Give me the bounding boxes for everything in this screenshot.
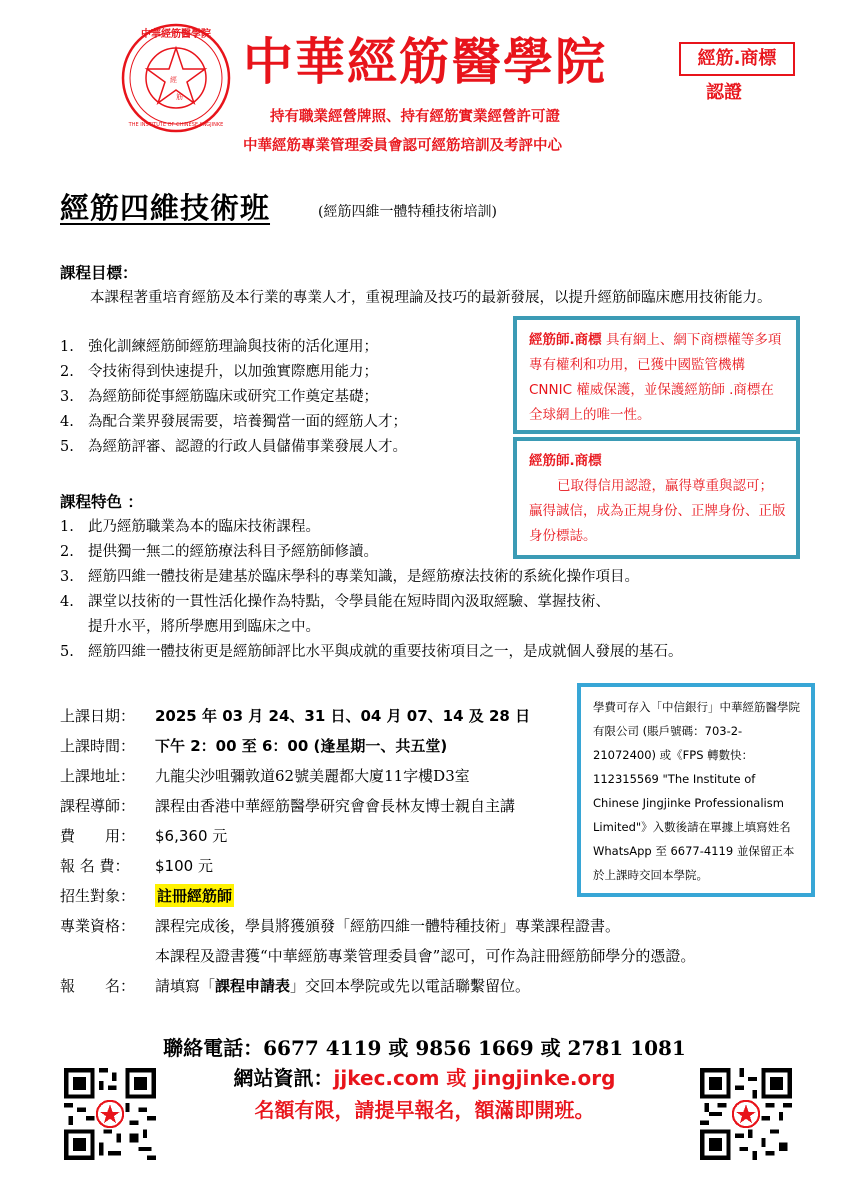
svg-text:中華經筋醫學院: 中華經筋醫學院 — [141, 29, 211, 40]
apply-row: 報 名： 請填寫「課程申請表」交回本學院或先以電話聯繫留位。 — [60, 976, 531, 995]
notice-lead: 經筋師.商標 — [529, 453, 602, 469]
license-line-1: 持有職業經營牌照、持有經筋實業經營許可證 — [270, 109, 560, 125]
list-item: 2. 提供獨一無二的經筋療法科目予經筋師修讀。 — [60, 544, 378, 560]
tutor-value: 課程由香港中華經筋醫學研究會會長林友博士親自主講 — [155, 796, 516, 815]
trademark-rights-notice — [513, 316, 800, 434]
fee-value: $6,360 元 — [155, 826, 228, 845]
objectives-heading: 課程目標： — [60, 263, 138, 282]
institute-seal-logo — [120, 22, 232, 134]
venue-row: 上課地址： 九龍尖沙咀彌敦道62號美麗都大廈11字樓D3室 — [60, 766, 470, 785]
reg-fee-row: 報 名 費： $100 元 — [60, 856, 213, 875]
list-item: 3. 為經筋師從事經筋臨床或研究工作奠定基礎； — [60, 389, 378, 405]
enrollment-notice: 名額有限，請提早報名，額滿即開班。 — [254, 1098, 595, 1122]
target-value: 註冊經筋師 — [155, 884, 234, 907]
list-item: 4. 為配合業界發展需要，培養獨當一面的經筋人才； — [60, 414, 407, 430]
list-item: 1. 此乃經筋職業為本的臨床技術課程。 — [60, 519, 320, 535]
list-item: 5. 為經筋評審、認證的行政人員儲備事業發展人才。 — [60, 439, 407, 455]
time-row: 上課時間： 下午 2：00 至 6：00 (逢星期一、共五堂) — [60, 736, 448, 755]
date-value: 2025 年 03 月 24、31 日、04 月 07、14 及 28 日 — [155, 706, 531, 725]
website-urls[interactable]: jjkec.com 或 jingjinke.org — [333, 1066, 616, 1090]
trademark-badge: 經筋.商標 — [679, 42, 795, 76]
qr-code-icon — [64, 1068, 156, 1160]
trademark-credit-notice — [513, 437, 800, 559]
svg-text:經: 經 — [170, 76, 177, 84]
venue-value: 九龍尖沙咀彌敦道62號美麗都大廈11字樓D3室 — [155, 766, 470, 785]
license-line-2: 中華經筋專業管理委員會認可經筋培訓及考評中心 — [243, 138, 562, 154]
objectives-intro — [60, 286, 800, 311]
contact-phone: 聯絡電話：6677 4119 或 9856 1669 或 2781 1081 — [163, 1036, 686, 1060]
notice-body: 已取得信用認證，贏得尊重與認可；贏得誠信，成為正規身份、正牌身份、正版身份標誌。 — [529, 478, 786, 544]
list-item: 2. 令技術得到快速提升，以加強實際應用能力； — [60, 364, 378, 380]
list-item: 1. 強化訓練經筋師經筋理論與技術的活化運用； — [60, 339, 378, 355]
application-form-link: 課程申請表 — [215, 976, 291, 995]
list-item: 5. 經筋四維一體技術更是經筋師評比水平與成就的重要技術項目之一，是成就個人發展的基石。 — [60, 644, 683, 660]
notice-lead: 經筋師.商標 — [529, 332, 602, 348]
course-subtitle: (經筋四維一體特種技術培訓) — [318, 204, 497, 220]
objectives-intro-text: 本課程著重培育經筋及本行業的專業人才，重視理論及技巧的最新發展，以提升經筋師臨床應用技術能力。 — [90, 290, 772, 306]
svg-text:THE INSTITUTE OF CHINESE JINGJ: THE INSTITUTE OF CHINESE JINGJINKE — [128, 122, 224, 128]
school-name: 中華經筋醫學院 — [243, 33, 607, 91]
qualification-value-2: 本課程及證書獲“中華經筋專業管理委員會”認可，可作為註冊經筋師學分的憑證。 — [155, 946, 696, 965]
website-info: 網站資訊：jjkec.com 或 jingjinke.org — [233, 1066, 616, 1090]
target-row: 招生對象： 註冊經筋師 — [60, 880, 695, 910]
time-value: 下午 2：00 至 6：00 (逢星期一、共五堂) — [155, 736, 448, 755]
svg-text:筋: 筋 — [176, 93, 183, 101]
list-item: 4. 課堂以技術的一貫性活化操作為特點，令學員能在短時間內汲取經驗、掌握技術、 — [60, 594, 610, 610]
qualification-value: 課程完成後，學員將獲頒發「經筋四維一體特種技術」專業課程證書。 — [155, 916, 621, 935]
list-item: 提升水平，將所學應用到臨床之中。 — [88, 619, 320, 635]
tutor-row: 課程導師： 課程由香港中華經筋醫學研究會會長林友博士親自主講 — [60, 796, 516, 815]
objectives-list — [60, 335, 407, 460]
payment-info-box: 學費可存入「中信銀行」中華經筋醫學院有限公司 (賬戶號碼：703-2-21072400) 或《FPS 轉數快：112315569 "The Institute of Chinese Jingjinke Professionalism Limited"》入數後請在單據上填寫姓名 WhatsApp 至 6677-4119 並保留正本於上課時交回本學院。 — [577, 683, 815, 897]
notice-body: 具有網上、網下商標權等多項專有權利和功用，已獲中國監管機構 CNNIC 權威保護，並保護經筋師 .商標在全球網上的唯一性。 — [529, 332, 782, 423]
qr-code-icon — [700, 1068, 792, 1160]
list-item: 3. 經筋四維一體技術是建基於臨床學科的專業知識，是經筋療法技術的系統化操作項目。 — [60, 569, 639, 585]
course-title: 經筋四維技術班 — [60, 191, 271, 225]
qualification-row-2 — [60, 940, 695, 970]
features-heading: 課程特色 ： — [60, 492, 143, 511]
trademark-cert-label: 認證 — [706, 82, 742, 103]
reg-fee-value: $100 元 — [155, 856, 213, 875]
date-row: 上課日期： 2025 年 03 月 24、31 日、04 月 07、14 及 28 日 — [60, 706, 531, 725]
qualification-row: 專業資格： 課程完成後，學員將獲頒發「經筋四維一體特種技術」專業課程證書。 — [60, 916, 621, 935]
fee-row: 費 用： $6,360 元 — [60, 826, 228, 845]
